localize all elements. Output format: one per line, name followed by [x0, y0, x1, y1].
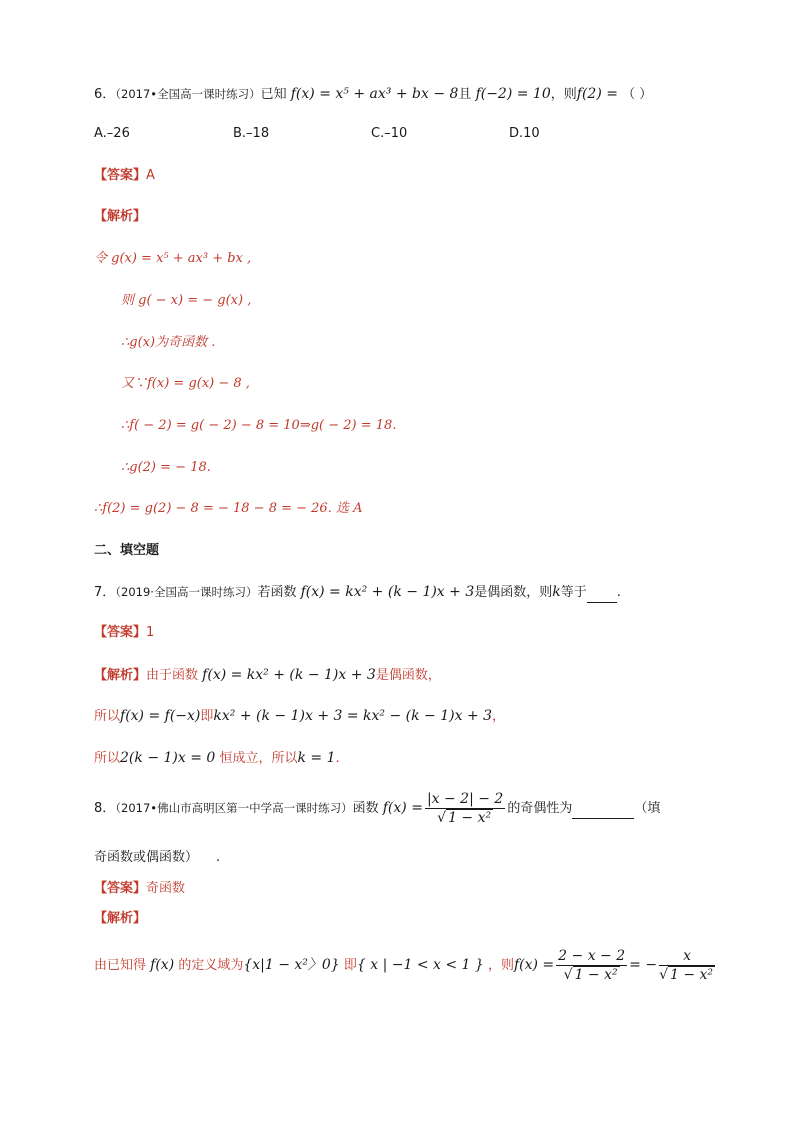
- analysis-text: 即: [200, 709, 214, 724]
- fraction-denominator: √ 1 − x²: [659, 967, 714, 983]
- fraction-numerator: x: [659, 947, 715, 966]
- analysis-text: 的定义域为: [178, 958, 244, 973]
- stem-text: 且: [458, 87, 472, 102]
- formula: k: [552, 584, 561, 600]
- question-number: 6．: [94, 87, 116, 102]
- formula: f(−2) = 10: [475, 86, 551, 102]
- analysis-label: 【解析】: [94, 668, 147, 683]
- q6-step-7: ∴f(2) = g(2) − 8 = − 18 − 8 = − 26. 选 A: [94, 501, 363, 516]
- analysis-text: 即: [343, 958, 357, 973]
- formula: f(x) =: [513, 957, 555, 973]
- stem-text: .: [616, 585, 621, 600]
- option-a: A.–26: [94, 126, 130, 141]
- q6-step-2: 则 g( − x) = − g(x) ,: [121, 293, 252, 308]
- q7-analysis-1: [94, 665, 441, 686]
- answer-value: 奇函数: [146, 881, 186, 896]
- fraction: [425, 790, 505, 827]
- formula: 2(k − 1)x = 0: [120, 750, 216, 766]
- fraction-denominator: √ 1 − x²: [563, 967, 618, 983]
- stem-text: .: [216, 850, 221, 865]
- q8-solution: [94, 944, 717, 987]
- q6-step-6: ∴g(2) = − 18.: [121, 460, 211, 475]
- q6-step-4: 又∵f(x) = g(x) − 8 ,: [121, 376, 250, 391]
- q6-answer: [94, 166, 155, 186]
- fraction-numerator: 2 − x − 2: [558, 948, 626, 964]
- formula: kx² + (k − 1)x + 3 = kx² − (k − 1)x + 3: [213, 708, 493, 724]
- q6-step-5: ∴f( − 2) = g( − 2) − 8 = 10⇒g( − 2) = 18.: [121, 418, 397, 433]
- formula: f(x): [150, 957, 175, 973]
- analysis-text: ，: [492, 709, 506, 724]
- question-source: （2019·全国高一课时练习）: [115, 585, 258, 599]
- answer-value: 1: [146, 625, 155, 640]
- q8-stem-line2: [94, 848, 220, 868]
- stem-text: 若函数: [257, 585, 297, 600]
- question-number: 8．: [94, 801, 116, 816]
- answer-label: 【答案】: [94, 881, 147, 896]
- q7-stem: [94, 582, 621, 603]
- formula: f(x) = kx² + (k − 1)x + 3: [202, 667, 376, 683]
- q8-analysis-label: [94, 909, 146, 929]
- answer-blank: [572, 818, 634, 819]
- radicand: 1 − x²: [669, 967, 714, 983]
- answer-label: 【答案】: [94, 168, 147, 183]
- section-heading: 二、填空题: [94, 543, 160, 558]
- q8-stem: [94, 788, 660, 829]
- stem-text: 等于: [560, 585, 587, 600]
- stem-text: （填: [634, 801, 661, 816]
- q6-analysis-label: [94, 207, 146, 227]
- stem-text: 是偶函数，则: [474, 585, 553, 600]
- formula: f(x) = f(−x): [120, 708, 201, 724]
- fraction-denominator: √ 1 − x²: [437, 810, 492, 826]
- q6-stem: [94, 84, 652, 105]
- stem-text: ，则: [550, 87, 577, 102]
- analysis-text: 由已知得: [94, 958, 147, 973]
- analysis-text: 由于函数: [146, 668, 199, 683]
- fraction: [659, 947, 715, 984]
- formula: f(x) =: [382, 800, 423, 816]
- fraction-numerator: |x − 2| − 2: [426, 791, 504, 807]
- analysis-text: 恒成立，所以: [219, 751, 298, 766]
- formula: { x | −1 < x < 1 }: [356, 957, 484, 973]
- question-source: （2017•佛山市高明区第一中学高一课时练习）: [115, 801, 353, 815]
- option-d: D.10: [509, 126, 540, 141]
- radicand: 1 − x²: [448, 810, 492, 826]
- q7-analysis-2: [94, 706, 505, 727]
- question-source: （2017•全国高一课时练习）: [115, 87, 261, 101]
- formula: f(2) =: [576, 86, 618, 102]
- q7-analysis-3: [94, 748, 340, 769]
- analysis-text: 所以: [94, 709, 121, 724]
- answer-blank: [587, 602, 617, 603]
- q6-step-1: 令 g(x) = x⁵ + ax³ + bx ,: [94, 251, 252, 266]
- q6-step-3: ∴g(x)为奇函数 .: [121, 335, 216, 350]
- formula: {x|1 − x²〉0}: [243, 957, 340, 973]
- formula: k = 1: [297, 750, 336, 766]
- analysis-label: 【解析】: [94, 911, 147, 926]
- stem-text: 的奇偶性为: [507, 801, 573, 816]
- analysis-text: ，则: [487, 958, 514, 973]
- stem-text: 已知: [260, 87, 287, 102]
- stem-text: 函数: [352, 801, 379, 816]
- answer-value: A: [146, 168, 155, 183]
- analysis-text: 是偶函数，: [375, 668, 441, 683]
- q7-answer: [94, 623, 154, 643]
- fraction: [556, 947, 627, 984]
- analysis-text: 所以: [94, 751, 121, 766]
- q8-answer: [94, 879, 185, 899]
- option-c: C.–10: [371, 126, 408, 141]
- analysis-label: 【解析】: [94, 209, 147, 224]
- formula: f(x) = kx² + (k − 1)x + 3: [300, 584, 475, 600]
- answer-paren: （ ）: [622, 87, 653, 102]
- formula: f(x) = x⁵ + ax³ + bx − 8: [290, 86, 459, 102]
- answer-label: 【答案】: [94, 625, 147, 640]
- question-number: 7．: [94, 585, 116, 600]
- stem-text: 奇函数或偶函数）: [94, 850, 199, 865]
- analysis-text: .: [335, 751, 340, 766]
- formula: = −: [629, 957, 658, 973]
- option-b: B.–18: [233, 126, 270, 141]
- radicand: 1 − x²: [574, 967, 618, 983]
